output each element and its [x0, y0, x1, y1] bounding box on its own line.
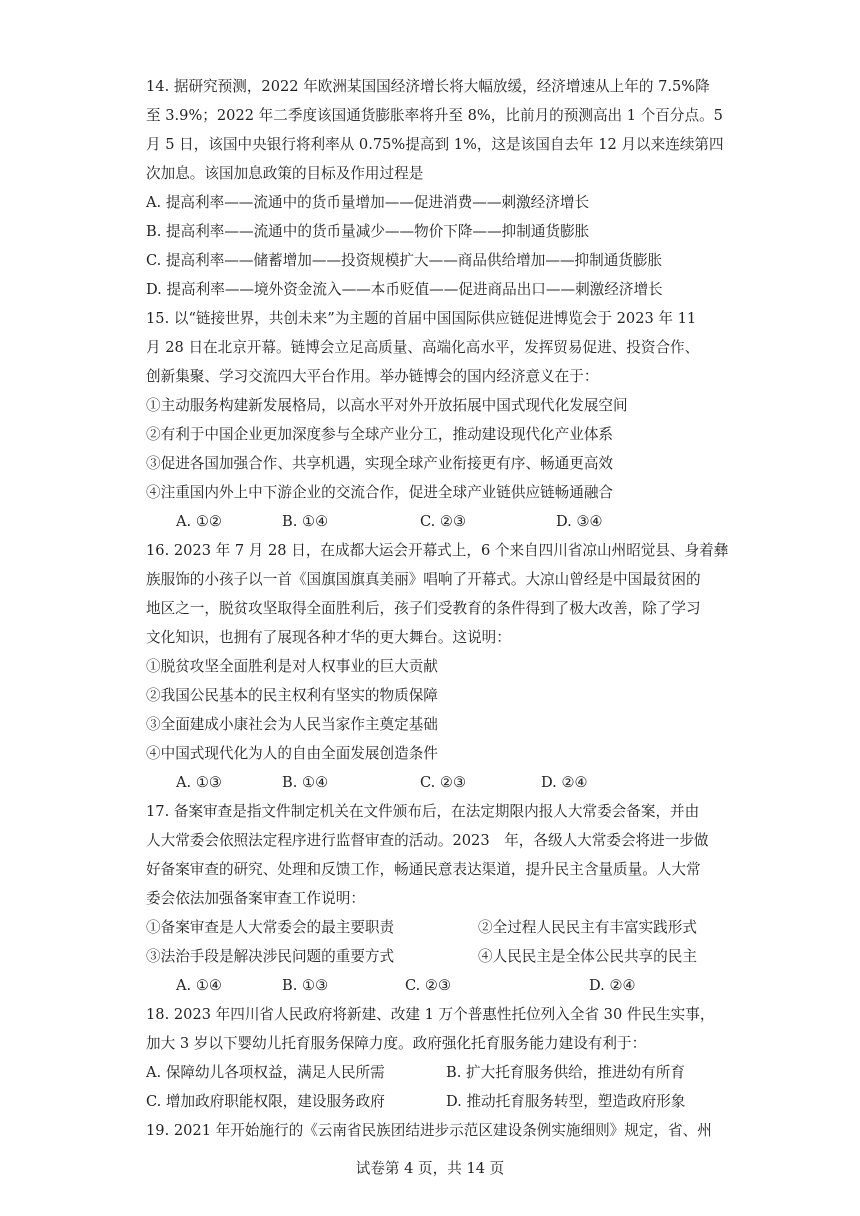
option-row [146, 1058, 716, 1087]
statement-item: ④注重国内外上中下游企业的交流合作，促进全球产业链供应链畅通融合 [146, 484, 614, 501]
question-text-line: 月 5 日，该国中央银行将利率从 0.75%提高到 1%，这是该国自去年 12 月以来连续第四 [146, 136, 724, 153]
question-text-line: 18. 2023 年四川省人民政府将新建、改建 1 万个普惠性托位列入全省 30 件民生实事， [146, 1006, 715, 1023]
statement-item: ①备案审查是人大常委会的最主要职责 [146, 919, 395, 936]
option-a: A. 提高利率——流通中的货币量增加——促进消费——刺激经济增长 [146, 194, 590, 211]
question-text-line: 次加息。该国加息政策的目标及作用过程是 [146, 165, 424, 182]
question-text-line: 17. 备案审查是指文件制定机关在文件颁布后，在法定期限内报人大常委会备案，并由 [146, 803, 700, 820]
statement-item: ④中国式现代化为人的自由全面发展创造条件 [146, 745, 438, 762]
answer-choices [146, 768, 716, 797]
statement-item: ③法治手段是解决涉民问题的重要方式 [146, 948, 395, 965]
option-d: D. 推动托育服务转型，塑造政府形象 [446, 1093, 686, 1110]
question-18 [146, 1000, 716, 1116]
question-text-line: 16. 2023 年 7 月 28 日，在成都大运会开幕式上，6 个来自四川省凉山州昭觉县、身着彝 [146, 542, 729, 559]
question-17 [146, 797, 716, 1000]
choice-c: C. ②③ [405, 977, 452, 994]
option-c: C. 提高利率——储蓄增加——投资规模扩大——商品供给增加——抑制通货膨胀 [146, 252, 663, 269]
page-content [146, 72, 729, 1145]
page-footer: 试卷第 4 页，共 14 页 [355, 1160, 505, 1177]
question-19 [146, 1116, 716, 1145]
option-a: A. 保障幼儿各项权益，满足人民所需 [146, 1064, 385, 1081]
question-text-line: 人大常委会依照法定程序进行监督审查的活动。2023 年，各级人大常委会将进一步做 [146, 832, 709, 849]
choice-a: A. ①③ [176, 774, 222, 791]
question-text-line: 加大 3 岁以下婴幼儿托育服务保障力度。政府强化托育服务能力建设有利于： [146, 1035, 647, 1052]
option-c: C. 增加政府职能权限，建设服务政府 [146, 1093, 385, 1110]
choice-b: B. ①③ [282, 977, 329, 994]
statement-item: ①脱贫攻坚全面胜利是对人权事业的巨大贡献 [146, 658, 438, 675]
choice-b: B. ①④ [282, 774, 329, 791]
answer-choices [146, 971, 716, 1000]
choice-c: C. ②③ [420, 513, 467, 530]
option-b: B. 提高利率——流通中的货币量减少——物价下降——抑制通货膨胀 [146, 223, 590, 240]
choice-c: C. ②③ [420, 774, 467, 791]
statement-row [146, 942, 716, 971]
choice-d: D. ②④ [541, 774, 588, 791]
choice-d: D. ③④ [556, 513, 603, 530]
question-text-line: 地区之一，脱贫攻坚取得全面胜利后，孩子们受教育的条件得到了极大改善，除了学习 [146, 600, 701, 617]
question-text-line: 14. 据研究预测，2022 年欧洲某国国经济增长将大幅放缓，经济增速从上年的 7.5%降 [146, 78, 710, 95]
statement-item: ②有利于中国企业更加深度参与全球产业分工，推动建设现代化产业体系 [146, 426, 614, 443]
question-text-line: 好备案审查的研究、处理和反馈工作，畅通民意表达渠道，提升民主含量质量。人大常 [146, 861, 701, 878]
question-16 [146, 536, 729, 797]
question-text-line: 月 28 日在北京开幕。链博会立足高质量、高端化高水平，发挥贸易促进、投资合作、 [146, 339, 700, 356]
question-text-line: 族服饰的小孩子以一首《国旗国旗真美丽》唱响了开幕式。大凉山曾经是中国最贫困的 [146, 571, 701, 588]
statement-row [146, 913, 716, 942]
question-text-line: 文化知识，也拥有了展现各种才华的更大舞台。这说明： [146, 629, 511, 646]
statement-item: ④人民民主是全体公民共享的民主 [478, 948, 697, 965]
answer-choices [146, 507, 716, 536]
option-b: B. 扩大托育服务供给，推进幼有所育 [446, 1064, 685, 1081]
statement-item: ②全过程人民民主有丰富实践形式 [478, 919, 697, 936]
question-text-line: 至 3.9%；2022 年二季度该国通货膨胀率将升至 8%，比前月的预测高出 1 个百分点。5 [146, 107, 723, 124]
choice-b: B. ①④ [282, 513, 329, 530]
statement-item: ③全面建成小康社会为人民当家作主奠定基础 [146, 716, 438, 733]
statement-item: ①主动服务构建新发展格局，以高水平对外开放拓展中国式现代化发展空间 [146, 397, 628, 414]
question-text-line: 创新集聚、学习交流四大平台作用。举办链博会的国内经济意义在于： [146, 368, 599, 385]
option-row [146, 1087, 716, 1116]
question-text-line: 委会依法加强备案审查工作说明： [146, 890, 365, 907]
statement-item: ②我国公民基本的民主权利有坚实的物质保障 [146, 687, 438, 704]
choice-a: A. ①② [176, 513, 222, 530]
question-text-line: 19. 2021 年开始施行的《云南省民族团结进步示范区建设条例实施细则》规定，省、州 [146, 1122, 712, 1139]
question-15 [146, 304, 716, 536]
choice-d: D. ②④ [589, 977, 636, 994]
choice-a: A. ①④ [176, 977, 222, 994]
option-d: D. 提高利率——境外资金流入——本币贬值——促进商品出口——刺激经济增长 [146, 281, 663, 298]
question-text-line: 15. 以“链接世界，共创未来”为主题的首届中国国际供应链促进博览会于 2023 年 11 [146, 310, 697, 327]
statement-item: ③促进各国加强合作、共享机遇，实现全球产业衔接更有序、畅通更高效 [146, 455, 614, 472]
question-14 [146, 72, 724, 304]
